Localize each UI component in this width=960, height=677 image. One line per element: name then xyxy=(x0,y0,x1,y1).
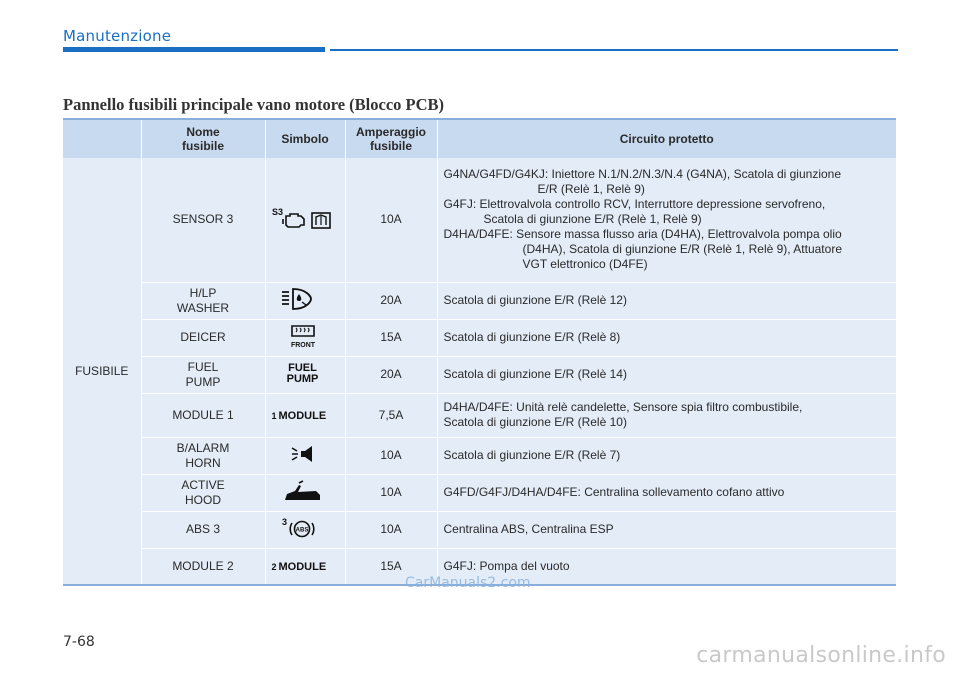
circuit-line: VGT elettronico (D4FE) xyxy=(522,257,648,272)
circuit-line: Scatola di giunzione E/R (Relè 10) xyxy=(443,415,627,429)
fuse-circuit xyxy=(437,356,896,393)
fuse-symbol-cell xyxy=(265,548,345,585)
fuse-amperage: 20A xyxy=(345,282,437,319)
fuse-symbol-cell xyxy=(265,356,345,393)
table-row xyxy=(63,393,896,437)
fuse-name xyxy=(141,356,265,393)
abs-label: ABS xyxy=(295,527,308,533)
abs-3-index: 3 xyxy=(281,516,287,527)
headlamp-washer-icon xyxy=(280,286,316,316)
fuse-name: MODULE 1 xyxy=(141,393,265,437)
fuse-amperage: 15A xyxy=(345,548,437,585)
fuse-name xyxy=(141,282,265,319)
column-header-name xyxy=(141,119,265,158)
circuit-line: (D4HA), Scatola di giunzione E/R (Relè 1, Relè 9), Attuatore xyxy=(522,242,842,257)
fuse-name-text: FUEL PUMP xyxy=(185,359,221,389)
fuse-circuit xyxy=(437,474,896,511)
table-row xyxy=(63,437,896,474)
fuse-circuit xyxy=(437,393,896,437)
table-row xyxy=(63,474,896,511)
circuit-line: Scatola di giunzione E/R (Relè 14) xyxy=(443,367,627,381)
module-1-index: 1 xyxy=(271,410,277,421)
module-2-label: MODULE xyxy=(278,560,327,573)
sensor-3-label: S3 xyxy=(271,206,283,217)
module-1-label: MODULE xyxy=(278,409,327,422)
fuse-circuit xyxy=(437,319,896,356)
fuse-amperage: 15A xyxy=(345,319,437,356)
fuel-pump-symbol-label: FUEL PUMP xyxy=(286,362,319,385)
fuse-symbol-cell xyxy=(265,437,345,474)
fuse-amperage: 10A xyxy=(345,437,437,474)
page-number: 7-68 xyxy=(63,634,95,650)
circuit-line: D4HA/D4FE: Unità relè candelette, Sensore spia filtro combustibile, xyxy=(443,400,803,414)
fuse-symbol-cell xyxy=(265,282,345,319)
fuse-amperage: 10A xyxy=(345,474,437,511)
fuse-name: DEICER xyxy=(141,319,265,356)
front-deicer-icon xyxy=(286,322,322,354)
section-title: Manutenzione xyxy=(63,27,172,45)
header-rule-thick xyxy=(63,47,325,52)
circuit-line: E/R (Relè 1, Relè 9) xyxy=(537,182,645,197)
fuse-symbol-cell xyxy=(265,474,345,511)
fuse-symbol-cell xyxy=(265,319,345,356)
column-header-circuit: Circuito protetto xyxy=(437,119,896,158)
sensor-3-symbol xyxy=(272,206,336,234)
front-label: FRONT xyxy=(290,341,315,349)
circuit-line: G4NA/G4FD/G4KJ: Iniettore N.1/N.2/N.3/N.4 (G4NA), Scatola di giunzione xyxy=(443,167,841,182)
fuse-name xyxy=(141,474,265,511)
fuse-circuit xyxy=(437,511,896,548)
fuse-amperage: 10A xyxy=(345,511,437,548)
fuse-name: ABS 3 xyxy=(141,511,265,548)
circuit-line: D4HA/D4FE: Sensore massa flusso aria (D4HA), Elettrovalvola pompa olio xyxy=(443,227,842,242)
table-row xyxy=(63,356,896,393)
fuse-circuit xyxy=(437,437,896,474)
circuit-line: G4FD/G4FJ/D4HA/D4FE: Centralina sollevamento cofano attivo xyxy=(443,485,785,499)
fuel-pump-text-symbol xyxy=(284,363,322,385)
active-hood-icon xyxy=(282,479,322,507)
abs-3-icon xyxy=(282,516,322,544)
module-2-symbol xyxy=(272,562,327,573)
fuse-symbol-cell xyxy=(265,393,345,437)
fuse-name xyxy=(141,437,265,474)
fuse-name-text: B/ALARM HORN xyxy=(176,440,230,470)
watermark-carmanuals2: CarManuals2.com xyxy=(405,575,531,591)
column-header-group xyxy=(63,119,141,158)
fuse-circuit xyxy=(437,282,896,319)
fuse-table xyxy=(63,118,896,586)
table-row xyxy=(63,282,896,319)
module-1-symbol xyxy=(272,411,327,422)
circuit-line: Centralina ABS, Centralina ESP xyxy=(443,522,614,536)
column-header-symbol: Simbolo xyxy=(265,119,345,158)
group-label: FUSIBILE xyxy=(63,158,141,585)
circuit-line: G4FJ: Pompa del vuoto xyxy=(443,558,570,573)
fuse-name: MODULE 2 xyxy=(141,548,265,585)
alarm-horn-icon xyxy=(290,444,320,468)
circuit-line: Scatola di giunzione E/R (Relè 1, Relè 9) xyxy=(483,212,702,227)
page-heading: Pannello fusibili principale vano motore (Blocco PCB) xyxy=(63,95,445,114)
module-2-index: 2 xyxy=(271,561,277,572)
fuse-amperage: 20A xyxy=(345,356,437,393)
circuit-line: G4FJ: Elettrovalvola controllo RCV, Interruttore depressione servofreno, xyxy=(443,197,826,212)
table-row xyxy=(63,511,896,548)
column-header-name-text: Nome fusibile xyxy=(181,125,224,153)
fuse-name: SENSOR 3 xyxy=(141,158,265,282)
circuit-line: Scatola di giunzione E/R (Relè 8) xyxy=(443,330,621,344)
circuit-line: Scatola di giunzione E/R (Relè 7) xyxy=(443,448,621,462)
watermark-carmanualsonline: carmanualsonline.info xyxy=(696,643,946,668)
fuse-circuit xyxy=(437,158,896,282)
fuse-amperage: 10A xyxy=(345,158,437,282)
table-row xyxy=(63,158,896,282)
fuse-name-text: H/LP WASHER xyxy=(176,285,230,315)
fuse-symbol-cell xyxy=(265,158,345,282)
fuse-symbol-cell xyxy=(265,511,345,548)
table-row xyxy=(63,319,896,356)
header-rule-thin xyxy=(330,49,898,51)
column-header-amperage-text: Amperaggio fusibile xyxy=(355,125,426,153)
fuse-name-text: ACTIVE HOOD xyxy=(181,477,225,507)
fuse-amperage: 7,5A xyxy=(345,393,437,437)
column-header-amperage xyxy=(345,119,437,158)
circuit-line: Scatola di giunzione E/R (Relè 12) xyxy=(443,293,627,307)
table-header-row xyxy=(63,119,896,158)
